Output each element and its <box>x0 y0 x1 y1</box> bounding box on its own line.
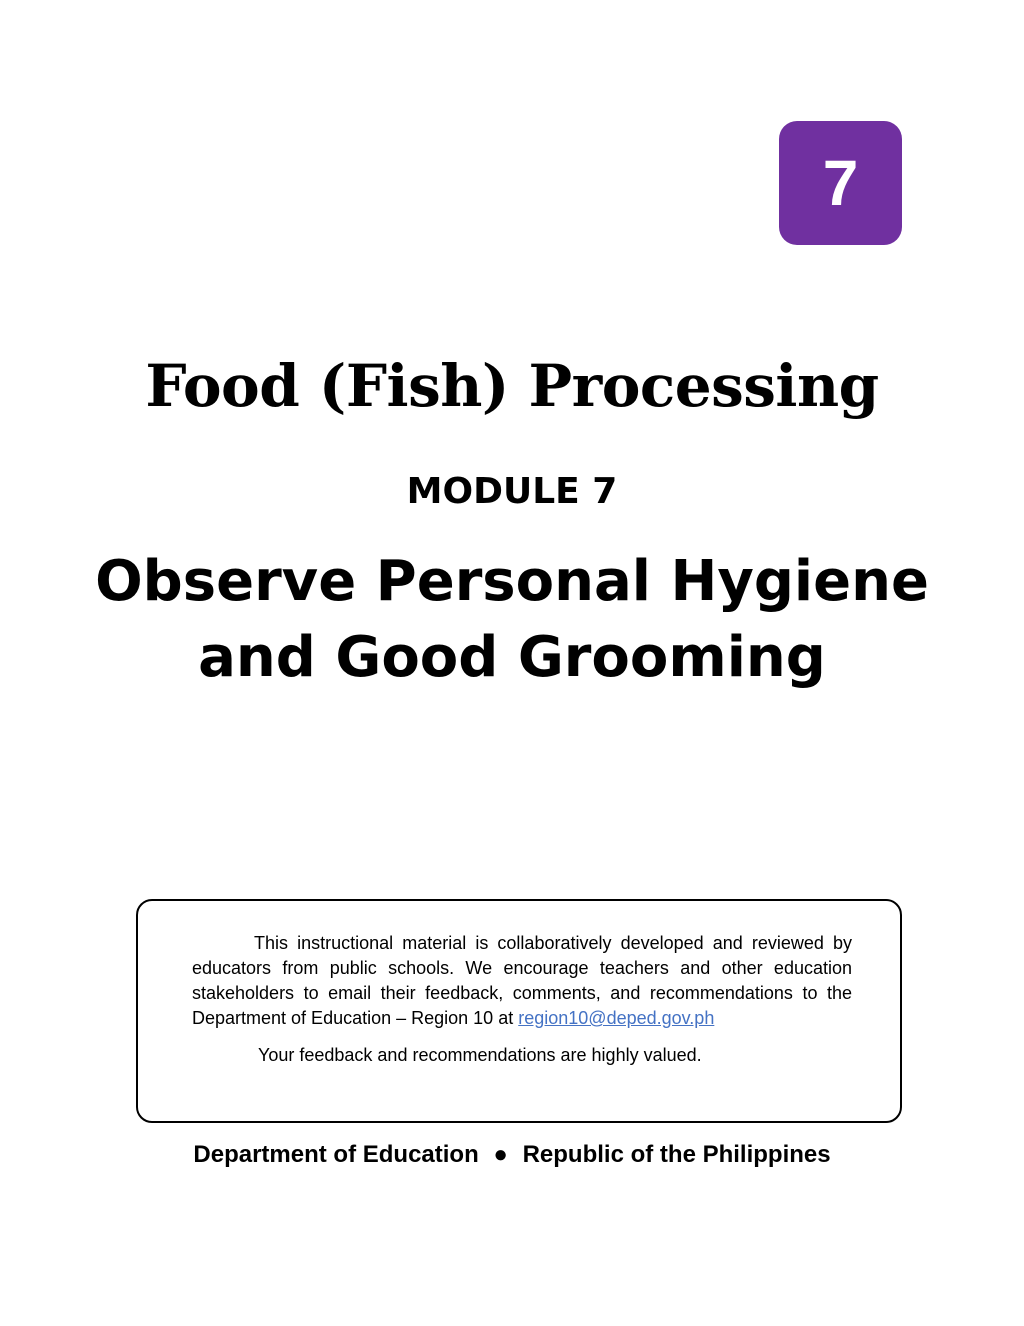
feedback-notice-box <box>136 899 902 1123</box>
notice-body: This instructional material is collaboratively developed and reviewed by educators from public schools. We encourage teachers and other education stakeholders to email their feedback, comments, and recommendations to the Department of Education – Region 10 at <box>192 933 852 1028</box>
subject-title: Food (Fish) Processing <box>145 352 879 420</box>
footer-separator: ● <box>493 1141 508 1168</box>
module-title-line-1: Observe Personal Hygiene <box>95 549 929 614</box>
module-title <box>0 544 1024 696</box>
footer-department: Department of Education <box>193 1141 479 1168</box>
feedback-email-link[interactable]: region10@deped.gov.ph <box>518 1008 715 1028</box>
footer-republic: Republic of the Philippines <box>522 1141 831 1168</box>
module-label: MODULE 7 <box>406 471 618 512</box>
notice-paragraph <box>192 931 852 1031</box>
notice-thanks: Your feedback and recommendations are highly valued. <box>258 1045 702 1065</box>
publisher-footer <box>0 1140 1024 1170</box>
module-title-line-2: and Good Grooming <box>198 625 826 690</box>
grade-badge <box>779 121 902 245</box>
grade-number: 7 <box>822 147 859 219</box>
